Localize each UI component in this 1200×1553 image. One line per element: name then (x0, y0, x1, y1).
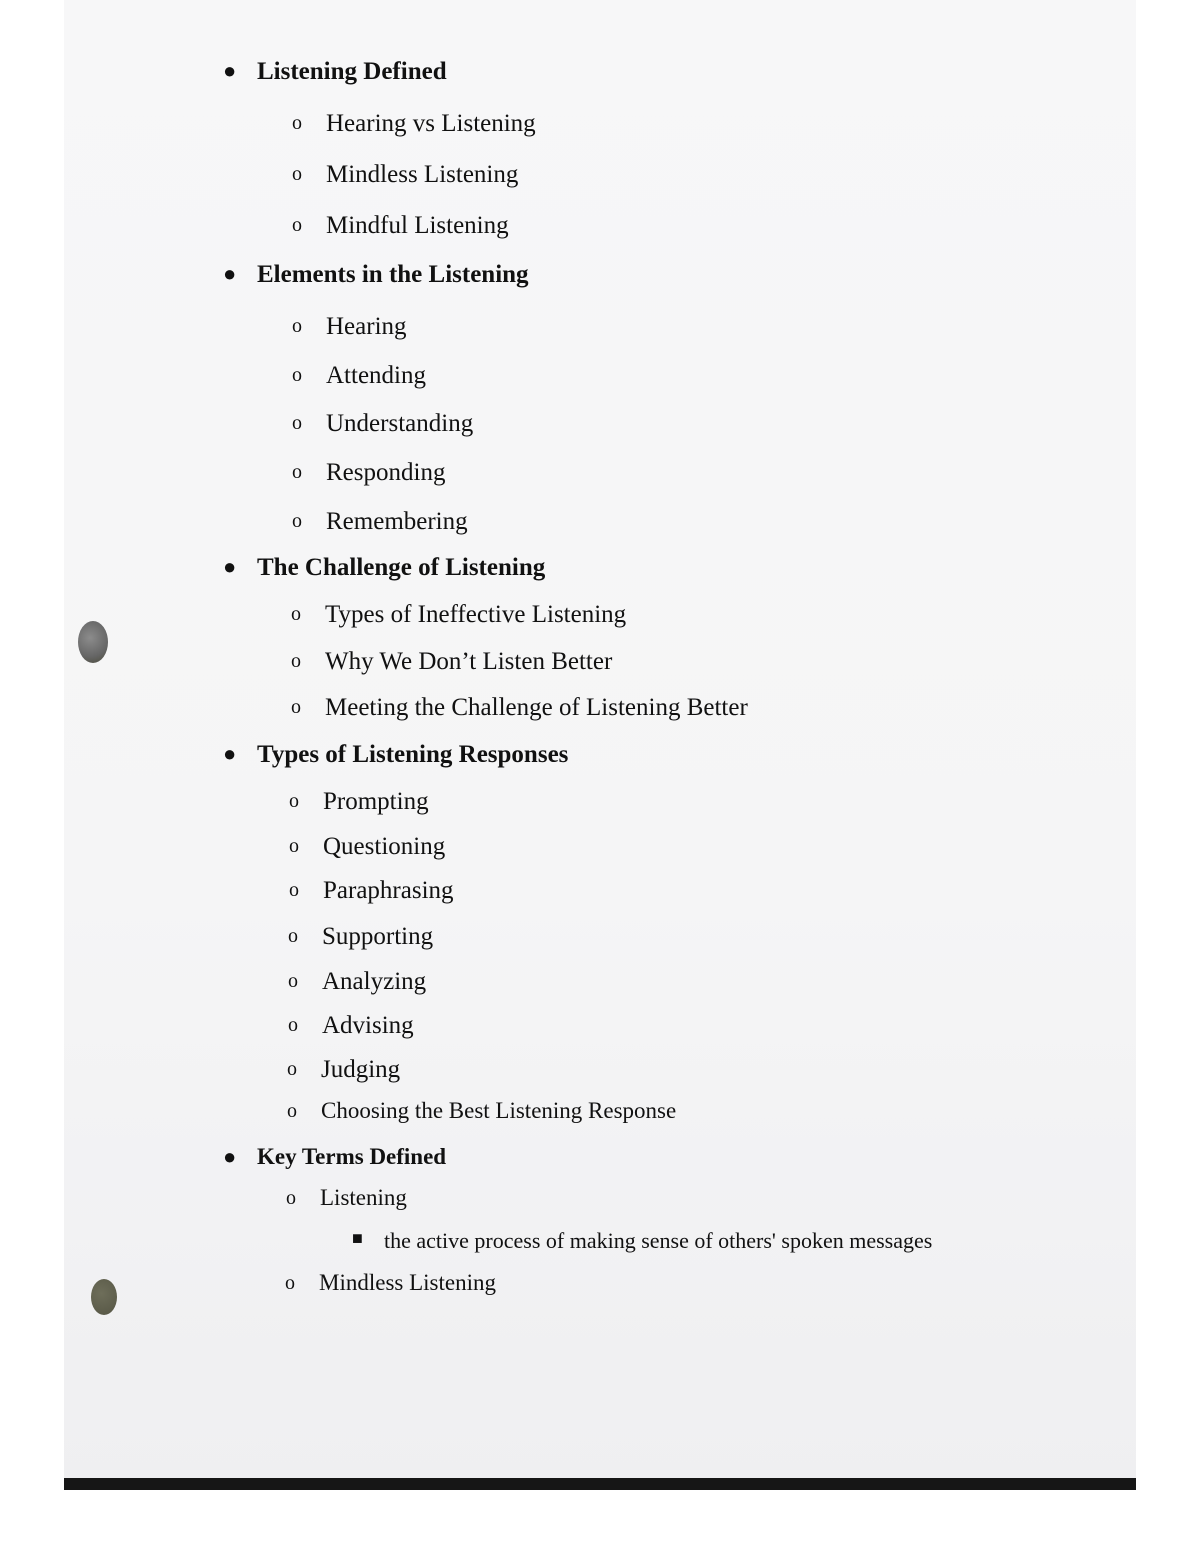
definition-text: the active process of making sense of others' spoken messages (384, 1228, 933, 1253)
circle-bullet-icon: o (292, 163, 302, 185)
list-item (289, 788, 429, 816)
circle-bullet-icon: o (292, 510, 302, 532)
list-item (285, 1270, 496, 1296)
section-heading (223, 1144, 447, 1170)
page-bottom-edge (64, 1478, 1136, 1490)
list-item-text: Hearing (326, 313, 407, 340)
circle-bullet-icon: o (287, 1058, 297, 1080)
circle-bullet-icon: o (292, 315, 302, 337)
list-item-text: Listening (320, 1185, 407, 1210)
list-item-text: Supporting (322, 923, 434, 950)
list-item (291, 601, 627, 629)
circle-bullet-icon: o (291, 603, 301, 625)
section-heading-text: Listening Defined (257, 58, 447, 85)
square-bullet-icon: ■ (352, 1228, 363, 1248)
circle-bullet-icon: o (292, 214, 302, 236)
list-item (292, 362, 426, 390)
list-item (291, 648, 613, 676)
section-heading-text: Types of Listening Responses (257, 741, 569, 768)
section-heading-text: Elements in the Listening (257, 261, 529, 288)
list-item (291, 694, 748, 722)
circle-bullet-icon: o (291, 696, 301, 718)
definition-item (352, 1228, 933, 1254)
list-item-text: Advising (322, 1012, 414, 1039)
list-item-text: Prompting (323, 788, 429, 815)
circle-bullet-icon: o (289, 879, 299, 901)
punch-hole (78, 621, 108, 663)
circle-bullet-icon: o (292, 112, 302, 134)
circle-bullet-icon: o (287, 1100, 297, 1122)
list-item-text: Mindless Listening (326, 161, 519, 188)
list-item (289, 833, 446, 861)
list-item (292, 110, 536, 138)
list-item-text: Types of Ineffective Listening (325, 601, 627, 628)
list-item (292, 508, 468, 536)
list-item (292, 313, 407, 341)
bullet-icon: ● (223, 741, 237, 766)
punch-hole (91, 1279, 117, 1315)
list-item (287, 1056, 401, 1084)
circle-bullet-icon: o (289, 790, 299, 812)
list-item (292, 161, 519, 189)
circle-bullet-icon: o (286, 1187, 296, 1209)
bullet-icon: ● (223, 1144, 237, 1169)
list-item (289, 877, 454, 905)
list-item-text: Responding (326, 459, 446, 486)
section-heading (223, 741, 569, 769)
list-item-text: Meeting the Challenge of Listening Better (325, 694, 748, 721)
list-item-text: Attending (326, 362, 426, 389)
list-item-text: Questioning (323, 833, 446, 860)
bullet-icon: ● (223, 58, 237, 83)
list-item (292, 459, 446, 487)
list-item-text: Mindful Listening (326, 212, 509, 239)
circle-bullet-icon: o (292, 412, 302, 434)
list-item (288, 923, 434, 951)
list-item-text: Understanding (326, 410, 474, 437)
list-item (286, 1185, 407, 1211)
list-item (287, 1098, 677, 1124)
section-heading (223, 261, 529, 289)
circle-bullet-icon: o (285, 1272, 295, 1294)
circle-bullet-icon: o (288, 1014, 298, 1036)
list-item-text: Why We Don’t Listen Better (325, 648, 613, 675)
circle-bullet-icon: o (289, 835, 299, 857)
circle-bullet-icon: o (288, 970, 298, 992)
circle-bullet-icon: o (291, 650, 301, 672)
section-heading (223, 58, 447, 86)
bullet-icon: ● (223, 261, 237, 286)
list-item-text: Analyzing (322, 968, 427, 995)
list-item-text: Paraphrasing (323, 877, 454, 904)
bullet-icon: ● (223, 554, 237, 579)
list-item-text: Choosing the Best Listening Response (321, 1098, 677, 1123)
circle-bullet-icon: o (292, 461, 302, 483)
circle-bullet-icon: o (292, 364, 302, 386)
section-heading-text: The Challenge of Listening (257, 554, 546, 581)
list-item-text: Judging (321, 1056, 401, 1083)
list-item (288, 1012, 414, 1040)
list-item-text: Mindless Listening (319, 1270, 496, 1295)
circle-bullet-icon: o (288, 925, 298, 947)
section-heading (223, 554, 546, 582)
list-item (292, 410, 474, 438)
list-item-text: Remembering (326, 508, 468, 535)
list-item (292, 212, 509, 240)
section-heading-text: Key Terms Defined (257, 1144, 447, 1169)
list-item (288, 968, 427, 996)
list-item-text: Hearing vs Listening (326, 110, 536, 137)
